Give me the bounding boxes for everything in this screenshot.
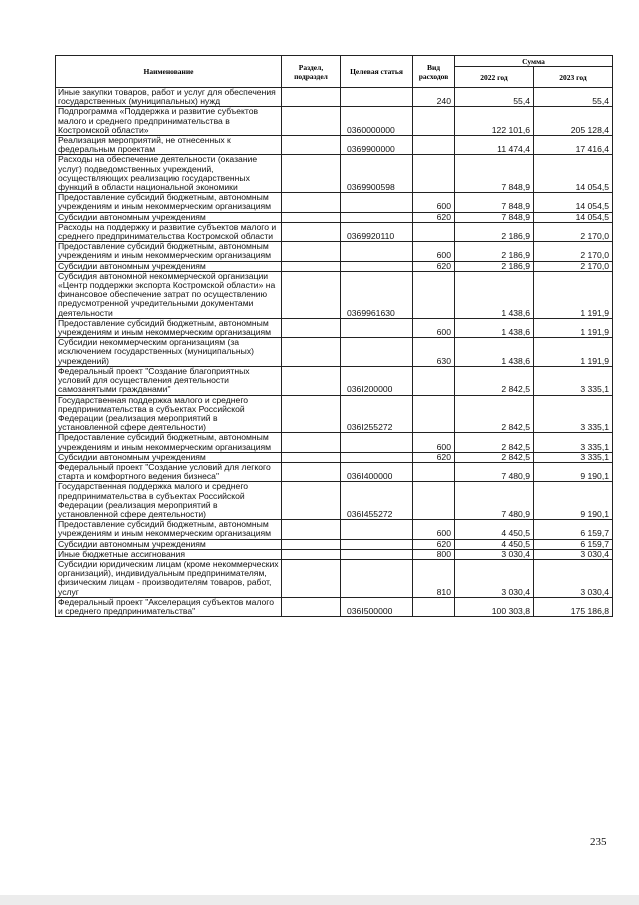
row-section <box>282 395 341 433</box>
row-target-code: 0369920110 <box>341 222 413 241</box>
row-sum-2022: 122 101,6 <box>455 107 534 136</box>
table-row <box>56 462 613 481</box>
row-target-code <box>341 261 413 271</box>
row-target-code: 036I455272 <box>341 482 413 520</box>
budget-table <box>55 55 613 617</box>
header-target: Целевая статья <box>341 56 413 88</box>
table-row <box>56 433 613 452</box>
table-row <box>56 549 613 559</box>
row-expense-type <box>413 107 455 136</box>
table-row <box>56 193 613 212</box>
row-expense-type: 600 <box>413 193 455 212</box>
row-sum-2022: 100 303,8 <box>455 597 534 616</box>
row-expense-type: 630 <box>413 338 455 367</box>
table-row <box>56 338 613 367</box>
row-name: Федеральный проект "Создание благоприятных условий для осуществления деятельности самозанятыми гражданами" <box>56 366 282 395</box>
row-sum-2022: 2 186,9 <box>455 242 534 261</box>
row-sum-2022: 3 030,4 <box>455 559 534 597</box>
row-target-code <box>341 452 413 462</box>
row-sum-2022: 2 186,9 <box>455 222 534 241</box>
row-expense-type <box>413 136 455 155</box>
header-year-2022: 2022 год <box>455 67 534 88</box>
table-row <box>56 452 613 462</box>
row-sum-2022: 7 848,9 <box>455 155 534 193</box>
row-section <box>282 520 341 539</box>
row-section <box>282 136 341 155</box>
row-sum-2023: 6 159,7 <box>534 520 613 539</box>
header-sum: Сумма <box>455 56 613 67</box>
row-expense-type <box>413 366 455 395</box>
row-sum-2023: 3 335,1 <box>534 395 613 433</box>
row-sum-2022: 2 842,5 <box>455 452 534 462</box>
row-target-code: 0369961630 <box>341 271 413 318</box>
table-header <box>56 56 613 88</box>
row-expense-type: 810 <box>413 559 455 597</box>
row-sum-2023: 17 416,4 <box>534 136 613 155</box>
table-row <box>56 366 613 395</box>
row-sum-2023: 3 030,4 <box>534 559 613 597</box>
row-name: Предоставление субсидий бюджетным, автономным учреждениям и иным некоммерческим организациям <box>56 242 282 261</box>
row-section <box>282 222 341 241</box>
row-sum-2023: 1 191,9 <box>534 338 613 367</box>
row-sum-2022: 3 030,4 <box>455 549 534 559</box>
row-name: Государственная поддержка малого и среднего предпринимательства в субъектах Российской Федерации (реализация мероприятий в установленной сфере деятельности) <box>56 482 282 520</box>
row-name: Субсидии автономным учреждениям <box>56 261 282 271</box>
row-sum-2022: 4 450,5 <box>455 520 534 539</box>
row-section <box>282 318 341 337</box>
row-name: Подпрограмма «Поддержка и развитие субъектов малого и среднего предпринимательства в Костромской области» <box>56 107 282 136</box>
table-row <box>56 242 613 261</box>
row-sum-2022: 11 474,4 <box>455 136 534 155</box>
row-sum-2023: 175 186,8 <box>534 597 613 616</box>
row-name: Иные закупки товаров, работ и услуг для обеспечения государственных (муниципальных) нужд <box>56 88 282 107</box>
row-expense-type <box>413 395 455 433</box>
row-expense-type: 600 <box>413 242 455 261</box>
row-section <box>282 482 341 520</box>
row-sum-2023: 3 335,1 <box>534 433 613 452</box>
row-section <box>282 433 341 452</box>
row-sum-2022: 1 438,6 <box>455 338 534 367</box>
row-name: Федеральный проект "Создание условий для легкого старта и комфортного ведения бизнеса" <box>56 462 282 481</box>
row-section <box>282 271 341 318</box>
row-name: Федеральный проект "Акселерация субъектов малого и среднего предпринимательства" <box>56 597 282 616</box>
header-type: Вид расходов <box>413 56 455 88</box>
row-sum-2023: 1 191,9 <box>534 318 613 337</box>
row-sum-2022: 1 438,6 <box>455 271 534 318</box>
row-target-code: 0369900598 <box>341 155 413 193</box>
table-row <box>56 261 613 271</box>
table-row <box>56 520 613 539</box>
row-target-code <box>341 520 413 539</box>
row-name: Расходы на поддержку и развитие субъектов малого и среднего предпринимательства Костромской области <box>56 222 282 241</box>
header-section: Раздел, подраздел <box>282 56 341 88</box>
row-target-code <box>341 559 413 597</box>
row-expense-type: 620 <box>413 212 455 222</box>
row-target-code: 0369900000 <box>341 136 413 155</box>
row-expense-type <box>413 597 455 616</box>
row-sum-2023: 14 054,5 <box>534 212 613 222</box>
row-target-code: 036I200000 <box>341 366 413 395</box>
row-expense-type <box>413 462 455 481</box>
row-name: Предоставление субсидий бюджетным, автономным учреждениям и иным некоммерческим организациям <box>56 433 282 452</box>
row-target-code: 036I255272 <box>341 395 413 433</box>
row-target-code <box>341 539 413 549</box>
row-name: Субсидии юридическим лицам (кроме некоммерческих организаций), индивидуальным предпринимателям, физическим лицам - производителям товаров, работ, услуг <box>56 559 282 597</box>
row-target-code <box>341 88 413 107</box>
row-expense-type <box>413 482 455 520</box>
row-sum-2022: 2 842,5 <box>455 433 534 452</box>
row-sum-2023: 3 030,4 <box>534 549 613 559</box>
row-target-code: 036I500000 <box>341 597 413 616</box>
row-section <box>282 539 341 549</box>
table-row <box>56 395 613 433</box>
row-target-code <box>341 212 413 222</box>
table-row <box>56 107 613 136</box>
header-year-2023: 2023 год <box>534 67 613 88</box>
row-sum-2022: 2 842,5 <box>455 395 534 433</box>
row-name: Субсидия автономной некоммерческой организации «Центр поддержки экспорта Костромской области» на финансовое обеспечение затрат по осуществлению предусмотренной учредительными документами деятельности <box>56 271 282 318</box>
table-row <box>56 539 613 549</box>
row-section <box>282 597 341 616</box>
row-section <box>282 549 341 559</box>
row-section <box>282 261 341 271</box>
row-expense-type: 600 <box>413 520 455 539</box>
table-row <box>56 136 613 155</box>
row-target-code <box>341 433 413 452</box>
row-target-code <box>341 193 413 212</box>
row-sum-2022: 2 842,5 <box>455 366 534 395</box>
table-row <box>56 212 613 222</box>
row-section <box>282 452 341 462</box>
row-section <box>282 193 341 212</box>
row-sum-2023: 14 054,5 <box>534 193 613 212</box>
table-body <box>56 88 613 617</box>
row-expense-type: 800 <box>413 549 455 559</box>
row-section <box>282 107 341 136</box>
row-sum-2022: 7 848,9 <box>455 193 534 212</box>
row-sum-2022: 1 438,6 <box>455 318 534 337</box>
row-sum-2022: 7 480,9 <box>455 482 534 520</box>
table-row <box>56 271 613 318</box>
row-section <box>282 242 341 261</box>
row-name: Субсидии автономным учреждениям <box>56 212 282 222</box>
row-name: Расходы на обеспечение деятельности (оказание услуг) подведомственных учреждений, осуществляющих реализацию государственных функций в области национальной экономики <box>56 155 282 193</box>
row-expense-type: 600 <box>413 318 455 337</box>
row-sum-2023: 2 170,0 <box>534 222 613 241</box>
row-sum-2022: 7 848,9 <box>455 212 534 222</box>
row-sum-2023: 9 190,1 <box>534 482 613 520</box>
row-name: Субсидии некоммерческим организациям (за исключением государственных (муниципальных) учреждений) <box>56 338 282 367</box>
row-expense-type <box>413 222 455 241</box>
table-row <box>56 88 613 107</box>
row-section <box>282 366 341 395</box>
row-sum-2022: 55,4 <box>455 88 534 107</box>
table-row <box>56 597 613 616</box>
row-name: Предоставление субсидий бюджетным, автономным учреждениям и иным некоммерческим организациям <box>56 520 282 539</box>
row-target-code <box>341 338 413 367</box>
row-sum-2023: 2 170,0 <box>534 261 613 271</box>
row-name: Государственная поддержка малого и среднего предпринимательства в субъектах Российской Федерации (реализация мероприятий в установленной сфере деятельности) <box>56 395 282 433</box>
table-row <box>56 155 613 193</box>
row-target-code: 0360000000 <box>341 107 413 136</box>
row-sum-2022: 4 450,5 <box>455 539 534 549</box>
row-expense-type <box>413 155 455 193</box>
row-section <box>282 559 341 597</box>
row-expense-type: 620 <box>413 261 455 271</box>
row-expense-type: 620 <box>413 539 455 549</box>
row-sum-2023: 2 170,0 <box>534 242 613 261</box>
budget-table-page <box>55 55 612 617</box>
table-row <box>56 559 613 597</box>
row-sum-2023: 3 335,1 <box>534 452 613 462</box>
row-sum-2023: 9 190,1 <box>534 462 613 481</box>
row-sum-2023: 3 335,1 <box>534 366 613 395</box>
row-name: Предоставление субсидий бюджетным, автономным учреждениям и иным некоммерческим организациям <box>56 193 282 212</box>
row-name: Субсидии автономным учреждениям <box>56 452 282 462</box>
row-sum-2023: 14 054,5 <box>534 155 613 193</box>
table-row <box>56 318 613 337</box>
row-name: Иные бюджетные ассигнования <box>56 549 282 559</box>
row-expense-type: 240 <box>413 88 455 107</box>
table-row <box>56 222 613 241</box>
row-sum-2023: 205 128,4 <box>534 107 613 136</box>
row-name: Реализация мероприятий, не отнесенных к федеральным проектам <box>56 136 282 155</box>
row-section <box>282 338 341 367</box>
row-target-code <box>341 318 413 337</box>
row-name: Предоставление субсидий бюджетным, автономным учреждениям и иным некоммерческим организациям <box>56 318 282 337</box>
row-section <box>282 462 341 481</box>
table-row <box>56 482 613 520</box>
row-sum-2023: 1 191,9 <box>534 271 613 318</box>
row-sum-2023: 55,4 <box>534 88 613 107</box>
row-sum-2023: 6 159,7 <box>534 539 613 549</box>
row-section <box>282 88 341 107</box>
row-target-code <box>341 242 413 261</box>
row-section <box>282 212 341 222</box>
row-sum-2022: 7 480,9 <box>455 462 534 481</box>
row-expense-type <box>413 271 455 318</box>
row-expense-type: 620 <box>413 452 455 462</box>
row-section <box>282 155 341 193</box>
page-number: 235 <box>590 836 607 848</box>
row-target-code: 036I400000 <box>341 462 413 481</box>
row-expense-type: 600 <box>413 433 455 452</box>
row-target-code <box>341 549 413 559</box>
header-name: Наименование <box>56 56 282 88</box>
row-name: Субсидии автономным учреждениям <box>56 539 282 549</box>
row-sum-2022: 2 186,9 <box>455 261 534 271</box>
page-footer-strip <box>0 895 639 905</box>
